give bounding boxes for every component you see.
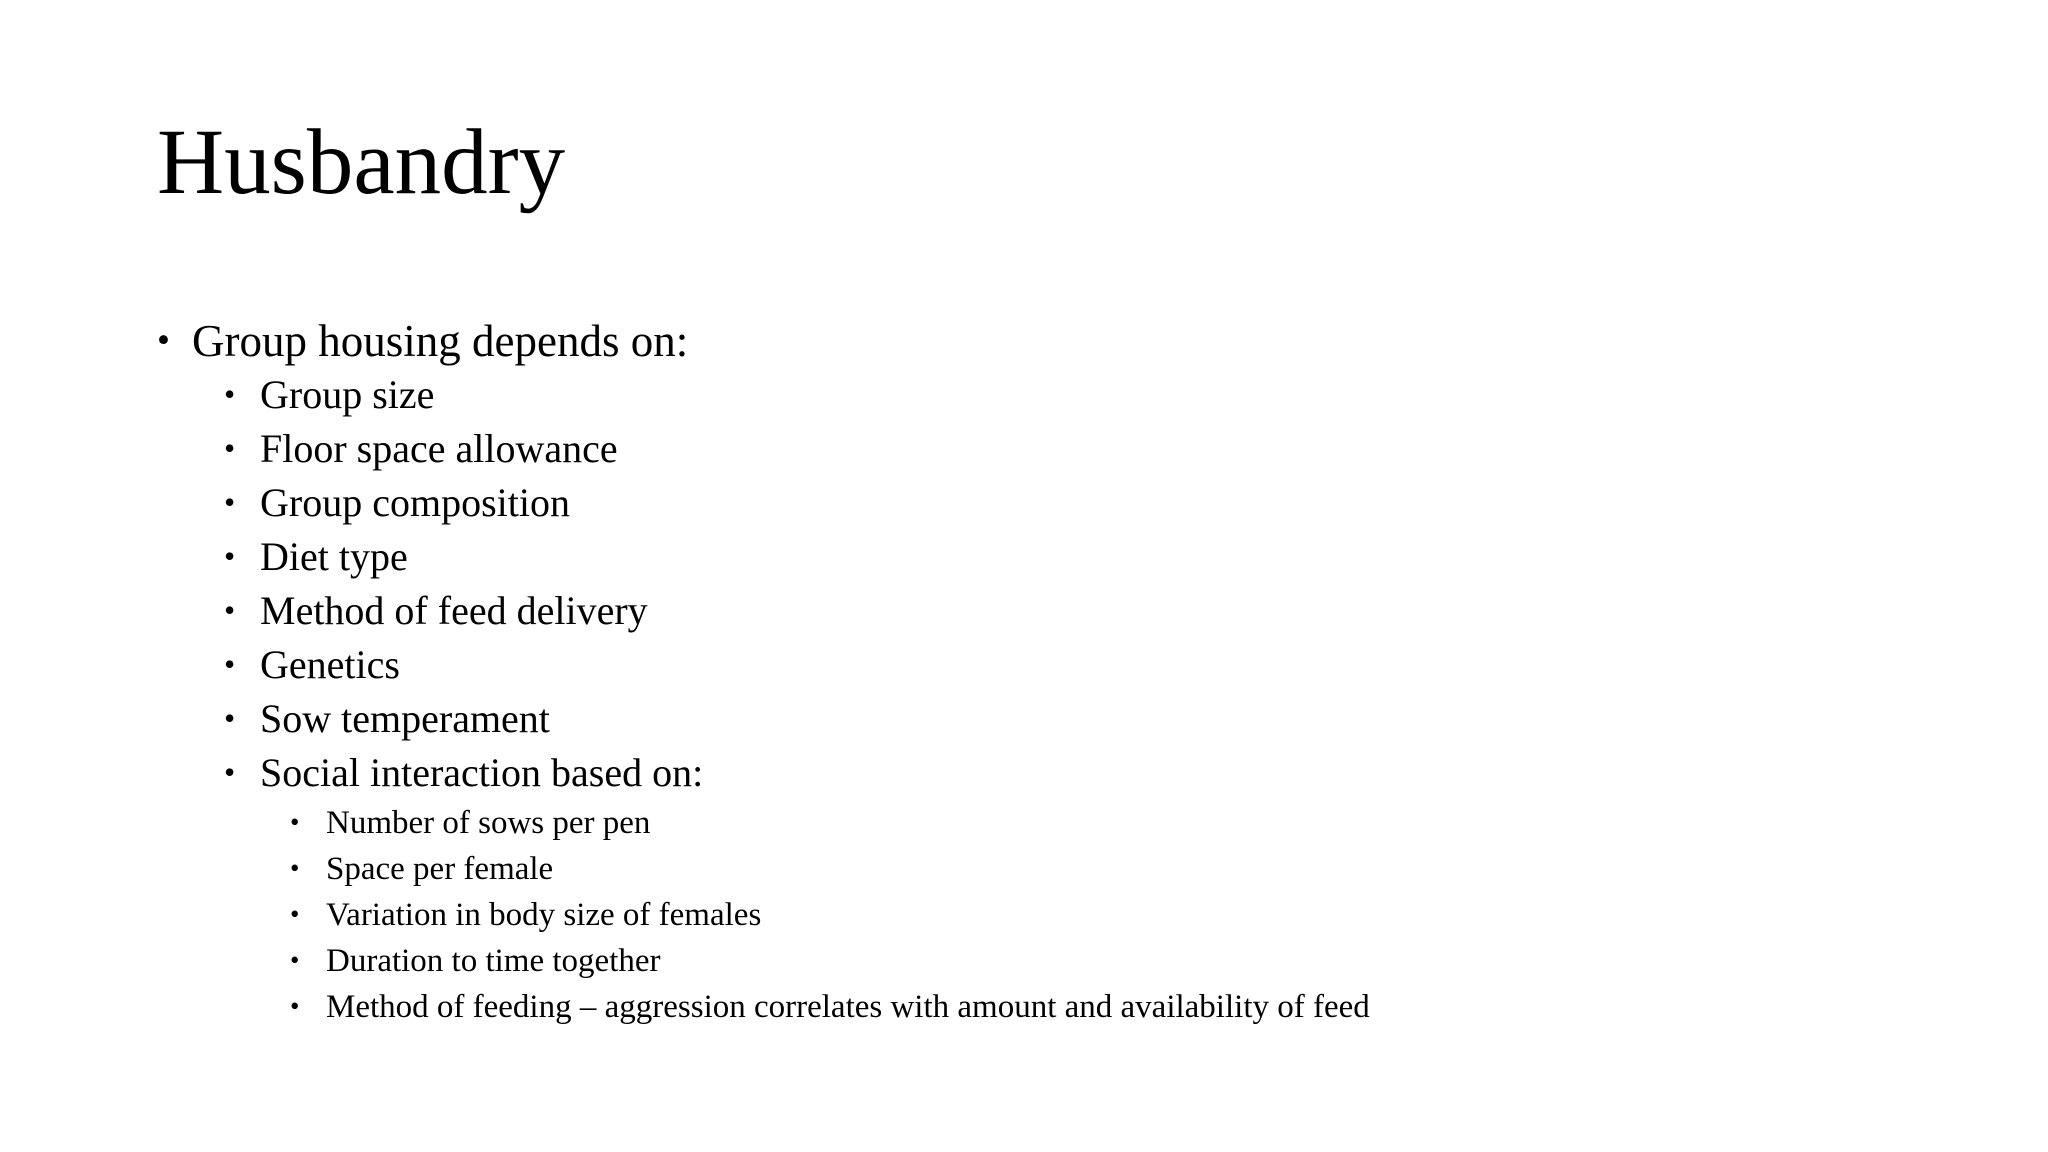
factor-text: Genetics bbox=[260, 642, 400, 687]
bullet-icon: • bbox=[290, 991, 300, 1021]
factor-list bbox=[192, 368, 1370, 1030]
bullet-icon: • bbox=[290, 899, 300, 929]
factor-text: Floor space allowance bbox=[260, 426, 618, 471]
factor-item bbox=[224, 530, 1370, 584]
social-factor-item bbox=[290, 892, 1370, 938]
social-factor-item bbox=[290, 846, 1370, 892]
bullet-icon: • bbox=[290, 853, 300, 883]
factor-item bbox=[224, 638, 1370, 692]
social-factor-list bbox=[260, 800, 1370, 1030]
social-factor-item bbox=[290, 984, 1370, 1030]
factor-item bbox=[224, 746, 1370, 1030]
social-factor-text: Duration to time together bbox=[326, 943, 661, 979]
bullet-icon: • bbox=[224, 484, 236, 520]
factor-text: Sow temperament bbox=[260, 696, 550, 741]
factor-text: Social interaction based on: bbox=[260, 750, 704, 795]
factor-item bbox=[224, 584, 1370, 638]
main-point-text: Group housing depends on: bbox=[192, 316, 689, 366]
social-factor-text: Space per female bbox=[326, 851, 554, 887]
social-factor-item bbox=[290, 938, 1370, 984]
bullet-icon: • bbox=[224, 754, 236, 790]
factor-item bbox=[224, 368, 1370, 422]
bullet-icon: • bbox=[290, 807, 300, 837]
factor-item bbox=[224, 422, 1370, 476]
social-factor-text: Method of feeding – aggression correlates with amount and availability of feed bbox=[326, 989, 1370, 1025]
bullet-list bbox=[157, 314, 1370, 1030]
factor-text: Group composition bbox=[260, 480, 570, 525]
main-point bbox=[157, 314, 1370, 1030]
social-factor-text: Variation in body size of females bbox=[326, 897, 762, 933]
social-factor-text: Number of sows per pen bbox=[326, 805, 651, 841]
factor-text: Diet type bbox=[260, 534, 408, 579]
social-factor-item bbox=[290, 800, 1370, 846]
factor-item bbox=[224, 476, 1370, 530]
bullet-icon: • bbox=[224, 538, 236, 574]
slide-title: Husbandry bbox=[157, 111, 566, 214]
bullet-icon: • bbox=[224, 592, 236, 628]
factor-item bbox=[224, 692, 1370, 746]
bullet-icon: • bbox=[157, 320, 170, 361]
factor-text: Method of feed delivery bbox=[260, 588, 648, 633]
factor-text: Group size bbox=[260, 372, 435, 417]
bullet-icon: • bbox=[224, 700, 236, 736]
bullet-icon: • bbox=[224, 646, 236, 682]
bullet-icon: • bbox=[224, 430, 236, 466]
bullet-icon: • bbox=[224, 376, 236, 412]
bullet-icon: • bbox=[290, 945, 300, 975]
